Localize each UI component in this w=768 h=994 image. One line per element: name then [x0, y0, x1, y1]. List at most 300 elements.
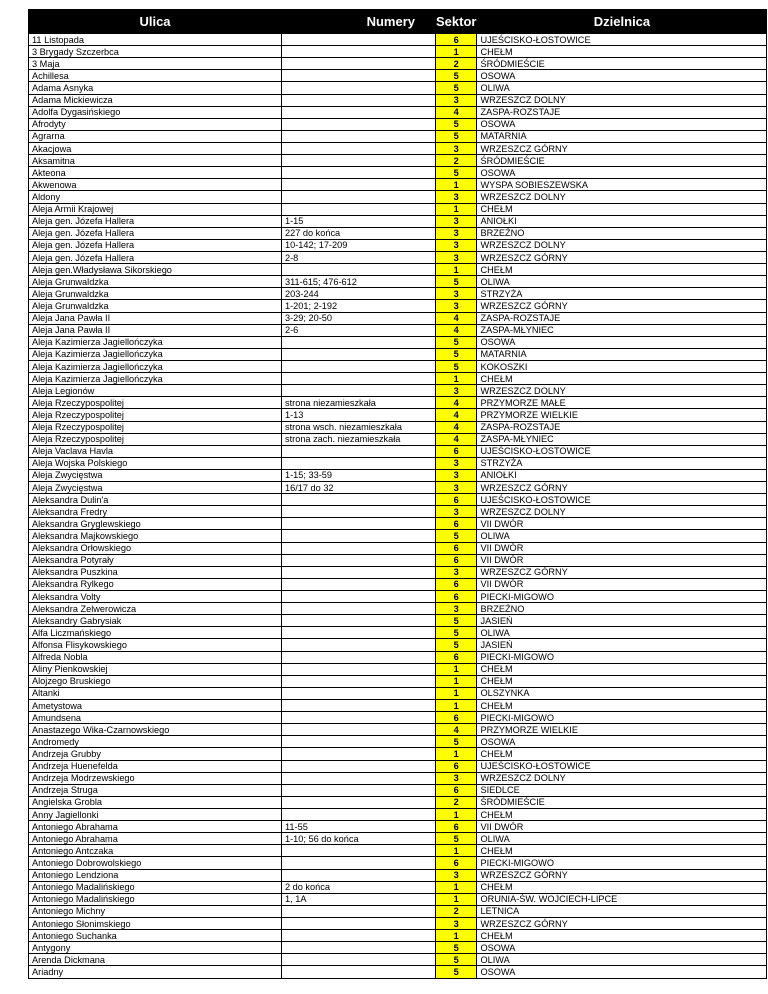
- cell-dzielnica: OSOWA: [477, 966, 767, 978]
- cell-numery: [282, 724, 436, 736]
- column-header-sektor: Sektor: [436, 10, 477, 34]
- cell-dzielnica: CHEŁM: [477, 203, 767, 215]
- cell-ulica: Agrarna: [29, 130, 282, 142]
- cell-sektor: 3: [436, 288, 477, 300]
- cell-numery: [282, 457, 436, 469]
- table-row: [29, 70, 767, 82]
- cell-dzielnica: KOKOSZKI: [477, 360, 767, 372]
- cell-ulica: Aleja Rzeczypospolitej: [29, 397, 282, 409]
- cell-dzielnica: WRZESZCZ DOLNY: [477, 772, 767, 784]
- table-row: [29, 34, 767, 46]
- table-row: [29, 700, 767, 712]
- cell-sektor: 5: [436, 348, 477, 360]
- cell-dzielnica: UJEŚCISKO-ŁOSTOWICE: [477, 760, 767, 772]
- cell-ulica: Amundsena: [29, 712, 282, 724]
- cell-dzielnica: UJEŚCISKO-ŁOSTOWICE: [477, 494, 767, 506]
- cell-numery: 3-29; 20-50: [282, 312, 436, 324]
- cell-ulica: Aleksandry Gabrysiak: [29, 615, 282, 627]
- table-row: [29, 578, 767, 590]
- cell-ulica: Adama Mickiewicza: [29, 94, 282, 106]
- table-row: [29, 748, 767, 760]
- cell-numery: [282, 506, 436, 518]
- cell-sektor: 5: [436, 615, 477, 627]
- cell-numery: [282, 578, 436, 590]
- cell-ulica: Afrodyty: [29, 118, 282, 130]
- cell-numery: [282, 712, 436, 724]
- cell-sektor: 4: [436, 106, 477, 118]
- cell-numery: [282, 869, 436, 881]
- cell-numery: [282, 615, 436, 627]
- cell-ulica: Aliny Pienkowskiej: [29, 663, 282, 675]
- cell-ulica: Antoniego Suchanka: [29, 930, 282, 942]
- cell-ulica: Aleja Grunwaldzka: [29, 288, 282, 300]
- cell-ulica: Aleja Vaclava Havla: [29, 445, 282, 457]
- cell-ulica: Adolfa Dygasińskiego: [29, 106, 282, 118]
- cell-dzielnica: CHEŁM: [477, 748, 767, 760]
- cell-sektor: 3: [436, 482, 477, 494]
- cell-dzielnica: JASIEŃ: [477, 639, 767, 651]
- cell-dzielnica: WRZESZCZ GÓRNY: [477, 566, 767, 578]
- cell-ulica: Antoniego Madalińskiego: [29, 893, 282, 905]
- cell-sektor: 3: [436, 215, 477, 227]
- table-row: [29, 215, 767, 227]
- cell-ulica: Adama Asnyka: [29, 82, 282, 94]
- table-row: [29, 324, 767, 336]
- table-row: [29, 809, 767, 821]
- cell-sektor: 4: [436, 324, 477, 336]
- table-row: [29, 348, 767, 360]
- table-row: [29, 300, 767, 312]
- cell-numery: [282, 554, 436, 566]
- table-row: [29, 712, 767, 724]
- cell-sektor: 1: [436, 845, 477, 857]
- cell-numery: 2-8: [282, 251, 436, 263]
- cell-numery: [282, 591, 436, 603]
- cell-numery: [282, 542, 436, 554]
- cell-ulica: Aleja gen. Józefa Hallera: [29, 239, 282, 251]
- cell-ulica: Antoniego Abrahama: [29, 821, 282, 833]
- cell-ulica: Antygony: [29, 942, 282, 954]
- cell-sektor: 5: [436, 954, 477, 966]
- cell-numery: [282, 118, 436, 130]
- cell-numery: 1-201; 2-192: [282, 300, 436, 312]
- table-row: [29, 106, 767, 118]
- cell-sektor: 1: [436, 893, 477, 905]
- cell-sektor: 3: [436, 94, 477, 106]
- cell-dzielnica: JASIEŃ: [477, 615, 767, 627]
- table-row: [29, 360, 767, 372]
- cell-numery: [282, 857, 436, 869]
- cell-dzielnica: CHEŁM: [477, 881, 767, 893]
- table-row: [29, 942, 767, 954]
- cell-numery: [282, 748, 436, 760]
- cell-ulica: Antoniego Dobrowolskiego: [29, 857, 282, 869]
- cell-numery: [282, 179, 436, 191]
- cell-numery: 1-10; 56 do końca: [282, 833, 436, 845]
- cell-dzielnica: OLIWA: [477, 833, 767, 845]
- table-row: [29, 130, 767, 142]
- table-row: [29, 433, 767, 445]
- cell-sektor: 3: [436, 385, 477, 397]
- table-row: [29, 966, 767, 978]
- cell-numery: [282, 494, 436, 506]
- cell-numery: [282, 530, 436, 542]
- table-row: [29, 494, 767, 506]
- table-row: [29, 482, 767, 494]
- cell-numery: [282, 70, 436, 82]
- cell-sektor: 5: [436, 530, 477, 542]
- cell-ulica: Aleja Legionów: [29, 385, 282, 397]
- cell-numery: [282, 700, 436, 712]
- cell-ulica: Akacjowa: [29, 142, 282, 154]
- cell-ulica: Aleja Armii Krajowej: [29, 203, 282, 215]
- cell-numery: 1-15: [282, 215, 436, 227]
- cell-dzielnica: CHEŁM: [477, 264, 767, 276]
- table-row: [29, 264, 767, 276]
- cell-sektor: 5: [436, 336, 477, 348]
- cell-sektor: 6: [436, 712, 477, 724]
- cell-dzielnica: WRZESZCZ GÓRNY: [477, 300, 767, 312]
- cell-numery: [282, 809, 436, 821]
- table-row: [29, 251, 767, 263]
- cell-numery: [282, 736, 436, 748]
- table-row: [29, 615, 767, 627]
- cell-dzielnica: ZASPA-ROZSTAJE: [477, 106, 767, 118]
- cell-dzielnica: ŚRÓDMIEŚCIE: [477, 796, 767, 808]
- table-row: [29, 869, 767, 881]
- cell-numery: [282, 954, 436, 966]
- column-header-numery: Numery: [282, 10, 436, 34]
- cell-ulica: Aldony: [29, 191, 282, 203]
- cell-sektor: 6: [436, 651, 477, 663]
- table-row: [29, 796, 767, 808]
- cell-sektor: 3: [436, 603, 477, 615]
- cell-ulica: Aleksandra Gryglewskiego: [29, 518, 282, 530]
- cell-dzielnica: ANIOŁKI: [477, 215, 767, 227]
- cell-numery: [282, 130, 436, 142]
- table-row: [29, 203, 767, 215]
- cell-dzielnica: VII DWÓR: [477, 542, 767, 554]
- cell-dzielnica: OSOWA: [477, 70, 767, 82]
- cell-sektor: 5: [436, 627, 477, 639]
- cell-sektor: 3: [436, 566, 477, 578]
- table-row: [29, 385, 767, 397]
- table-row: [29, 627, 767, 639]
- cell-dzielnica: ANIOŁKI: [477, 469, 767, 481]
- cell-ulica: 3 Maja: [29, 58, 282, 70]
- table-row: [29, 554, 767, 566]
- cell-dzielnica: OSOWA: [477, 736, 767, 748]
- cell-ulica: Andromedy: [29, 736, 282, 748]
- cell-sektor: 4: [436, 397, 477, 409]
- cell-ulica: Andrzeja Modrzewskiego: [29, 772, 282, 784]
- table-row: [29, 94, 767, 106]
- cell-numery: 1, 1A: [282, 893, 436, 905]
- cell-numery: [282, 191, 436, 203]
- cell-dzielnica: PIECKI-MIGOWO: [477, 591, 767, 603]
- cell-numery: [282, 687, 436, 699]
- cell-dzielnica: CHEŁM: [477, 373, 767, 385]
- table-row: [29, 833, 767, 845]
- cell-dzielnica: LETNICA: [477, 905, 767, 917]
- table-row: [29, 312, 767, 324]
- cell-numery: [282, 336, 436, 348]
- table-row: [29, 530, 767, 542]
- cell-dzielnica: WRZESZCZ DOLNY: [477, 239, 767, 251]
- table-row: [29, 845, 767, 857]
- table-row: [29, 227, 767, 239]
- cell-ulica: Aleja Jana Pawła II: [29, 312, 282, 324]
- table-row: [29, 118, 767, 130]
- cell-numery: strona zach. niezamieszkała: [282, 433, 436, 445]
- cell-sektor: 1: [436, 663, 477, 675]
- cell-dzielnica: CHEŁM: [477, 845, 767, 857]
- cell-sektor: 3: [436, 142, 477, 154]
- cell-numery: 2-6: [282, 324, 436, 336]
- table-row: [29, 179, 767, 191]
- cell-numery: [282, 58, 436, 70]
- cell-dzielnica: WRZESZCZ GÓRNY: [477, 142, 767, 154]
- cell-dzielnica: SIEDLCE: [477, 784, 767, 796]
- cell-ulica: Antoniego Madalińskiego: [29, 881, 282, 893]
- cell-dzielnica: WRZESZCZ GÓRNY: [477, 251, 767, 263]
- cell-sektor: 2: [436, 905, 477, 917]
- cell-ulica: Anastazego Wika-Czarnowskiego: [29, 724, 282, 736]
- table-row: [29, 445, 767, 457]
- cell-sektor: 1: [436, 264, 477, 276]
- street-sector-table: [28, 9, 767, 979]
- cell-ulica: Aksamitna: [29, 155, 282, 167]
- cell-dzielnica: OLIWA: [477, 276, 767, 288]
- cell-dzielnica: WRZESZCZ DOLNY: [477, 385, 767, 397]
- cell-dzielnica: OLSZYNKA: [477, 687, 767, 699]
- cell-dzielnica: PRZYMORZE WIELKIE: [477, 409, 767, 421]
- table-body: [29, 34, 767, 979]
- cell-dzielnica: VII DWÓR: [477, 518, 767, 530]
- table-row: [29, 639, 767, 651]
- cell-dzielnica: CHEŁM: [477, 700, 767, 712]
- table-row: [29, 724, 767, 736]
- cell-numery: 203-244: [282, 288, 436, 300]
- cell-numery: [282, 518, 436, 530]
- cell-ulica: Ariadny: [29, 966, 282, 978]
- cell-ulica: Alfa Liczmańskiego: [29, 627, 282, 639]
- cell-sektor: 1: [436, 675, 477, 687]
- cell-sektor: 3: [436, 457, 477, 469]
- cell-sektor: 1: [436, 700, 477, 712]
- cell-sektor: 6: [436, 760, 477, 772]
- cell-ulica: Aleja Rzeczypospolitej: [29, 421, 282, 433]
- cell-sektor: 2: [436, 155, 477, 167]
- cell-numery: 16/17 do 32: [282, 482, 436, 494]
- cell-sektor: 5: [436, 360, 477, 372]
- cell-numery: [282, 142, 436, 154]
- cell-sektor: 4: [436, 421, 477, 433]
- cell-dzielnica: VII DWÓR: [477, 821, 767, 833]
- cell-ulica: Aleksandra Dulin'a: [29, 494, 282, 506]
- cell-numery: [282, 348, 436, 360]
- cell-ulica: Aleja Rzeczypospolitej: [29, 433, 282, 445]
- cell-sektor: 6: [436, 591, 477, 603]
- cell-numery: [282, 663, 436, 675]
- cell-ulica: Alojzego Bruskiego: [29, 675, 282, 687]
- cell-sektor: 3: [436, 469, 477, 481]
- cell-ulica: Aleja Wojska Polskiego: [29, 457, 282, 469]
- cell-ulica: Andrzeja Struga: [29, 784, 282, 796]
- cell-ulica: Achillesa: [29, 70, 282, 82]
- cell-dzielnica: WRZESZCZ DOLNY: [477, 506, 767, 518]
- cell-sektor: 4: [436, 409, 477, 421]
- cell-ulica: Altanki: [29, 687, 282, 699]
- cell-numery: [282, 155, 436, 167]
- cell-sektor: 3: [436, 506, 477, 518]
- table-row: [29, 82, 767, 94]
- cell-numery: 311-615; 476-612: [282, 276, 436, 288]
- cell-numery: [282, 167, 436, 179]
- cell-sektor: 5: [436, 130, 477, 142]
- cell-sektor: 5: [436, 70, 477, 82]
- cell-numery: [282, 264, 436, 276]
- cell-sektor: 2: [436, 58, 477, 70]
- cell-dzielnica: CHEŁM: [477, 675, 767, 687]
- cell-sektor: 6: [436, 784, 477, 796]
- cell-numery: strona wsch. niezamieszkała: [282, 421, 436, 433]
- cell-numery: [282, 46, 436, 58]
- cell-sektor: 1: [436, 930, 477, 942]
- cell-ulica: Aleja gen.Władysława Sikorskiego: [29, 264, 282, 276]
- cell-dzielnica: MATARNIA: [477, 348, 767, 360]
- cell-sektor: 3: [436, 917, 477, 929]
- cell-dzielnica: ŚRÓDMIEŚCIE: [477, 155, 767, 167]
- table-row: [29, 58, 767, 70]
- cell-ulica: Aleksandra Majkowskiego: [29, 530, 282, 542]
- cell-ulica: Akwenowa: [29, 179, 282, 191]
- cell-dzielnica: CHEŁM: [477, 663, 767, 675]
- cell-ulica: Aleksandra Volty: [29, 591, 282, 603]
- cell-sektor: 2: [436, 796, 477, 808]
- cell-ulica: Anny Jagiellonki: [29, 809, 282, 821]
- table-row: [29, 675, 767, 687]
- table-row: [29, 930, 767, 942]
- cell-ulica: Aleja Grunwaldzka: [29, 276, 282, 288]
- cell-dzielnica: OLIWA: [477, 954, 767, 966]
- cell-dzielnica: WYSPA SOBIESZEWSKA: [477, 179, 767, 191]
- cell-dzielnica: ZASPA-MŁYNIEC: [477, 324, 767, 336]
- cell-sektor: 4: [436, 433, 477, 445]
- cell-ulica: Aleksandra Rylkego: [29, 578, 282, 590]
- cell-numery: [282, 34, 436, 46]
- cell-sektor: 6: [436, 554, 477, 566]
- table-row: [29, 167, 767, 179]
- table-row: [29, 917, 767, 929]
- cell-numery: [282, 445, 436, 457]
- cell-numery: [282, 603, 436, 615]
- cell-dzielnica: ŚRÓDMIEŚCIE: [477, 58, 767, 70]
- cell-sektor: 5: [436, 966, 477, 978]
- column-header-dzielnica: Dzielnica: [477, 10, 767, 34]
- cell-numery: strona niezamieszkała: [282, 397, 436, 409]
- cell-dzielnica: ZASPA-ROZSTAJE: [477, 312, 767, 324]
- cell-ulica: Aleja Kazimierza Jagiellończyka: [29, 373, 282, 385]
- table-row: [29, 373, 767, 385]
- table-row: [29, 651, 767, 663]
- table-row: [29, 239, 767, 251]
- cell-numery: [282, 385, 436, 397]
- table-row: [29, 591, 767, 603]
- table-row: [29, 142, 767, 154]
- cell-ulica: Antoniego Słonimskiego: [29, 917, 282, 929]
- cell-ulica: Antoniego Lendziona: [29, 869, 282, 881]
- cell-ulica: Akteona: [29, 167, 282, 179]
- table-row: [29, 687, 767, 699]
- cell-sektor: 1: [436, 881, 477, 893]
- cell-ulica: Alfreda Nobla: [29, 651, 282, 663]
- cell-ulica: Aleksandra Fredry: [29, 506, 282, 518]
- cell-numery: [282, 360, 436, 372]
- table-row: [29, 276, 767, 288]
- cell-sektor: 6: [436, 445, 477, 457]
- cell-ulica: Aleja gen. Józefa Hallera: [29, 251, 282, 263]
- cell-dzielnica: UJEŚCISKO-ŁOSTOWICE: [477, 34, 767, 46]
- cell-sektor: 5: [436, 82, 477, 94]
- cell-ulica: Angielska Grobla: [29, 796, 282, 808]
- cell-dzielnica: WRZESZCZ GÓRNY: [477, 917, 767, 929]
- cell-sektor: 3: [436, 300, 477, 312]
- cell-sektor: 5: [436, 118, 477, 130]
- table-row: [29, 518, 767, 530]
- table-row: [29, 821, 767, 833]
- cell-dzielnica: STRZYŻA: [477, 457, 767, 469]
- cell-dzielnica: OSOWA: [477, 167, 767, 179]
- cell-numery: [282, 784, 436, 796]
- cell-ulica: Aleja gen. Józefa Hallera: [29, 227, 282, 239]
- cell-numery: [282, 675, 436, 687]
- cell-ulica: Aleja Zwycięstwa: [29, 482, 282, 494]
- table-row: [29, 457, 767, 469]
- cell-sektor: 5: [436, 942, 477, 954]
- cell-dzielnica: WRZESZCZ GÓRNY: [477, 869, 767, 881]
- table-row: [29, 760, 767, 772]
- cell-numery: [282, 373, 436, 385]
- cell-numery: [282, 627, 436, 639]
- cell-sektor: 1: [436, 809, 477, 821]
- cell-sektor: 1: [436, 203, 477, 215]
- cell-dzielnica: MATARNIA: [477, 130, 767, 142]
- table-row: [29, 566, 767, 578]
- cell-ulica: Aleksandra Potyrały: [29, 554, 282, 566]
- cell-dzielnica: PRZYMORZE WIELKIE: [477, 724, 767, 736]
- cell-sektor: 3: [436, 251, 477, 263]
- cell-sektor: 4: [436, 724, 477, 736]
- cell-dzielnica: BRZEŹNO: [477, 227, 767, 239]
- table-row: [29, 506, 767, 518]
- cell-ulica: Arenda Dickmana: [29, 954, 282, 966]
- cell-dzielnica: OLIWA: [477, 530, 767, 542]
- cell-numery: [282, 917, 436, 929]
- table-row: [29, 191, 767, 203]
- cell-numery: 1-13: [282, 409, 436, 421]
- cell-sektor: 6: [436, 518, 477, 530]
- cell-dzielnica: OSOWA: [477, 336, 767, 348]
- cell-ulica: Andrzeja Grubby: [29, 748, 282, 760]
- cell-dzielnica: PIECKI-MIGOWO: [477, 712, 767, 724]
- table-row: [29, 772, 767, 784]
- cell-sektor: 5: [436, 736, 477, 748]
- cell-numery: 2 do końca: [282, 881, 436, 893]
- cell-ulica: Antoniego Abrahama: [29, 833, 282, 845]
- cell-sektor: 6: [436, 494, 477, 506]
- table-row: [29, 784, 767, 796]
